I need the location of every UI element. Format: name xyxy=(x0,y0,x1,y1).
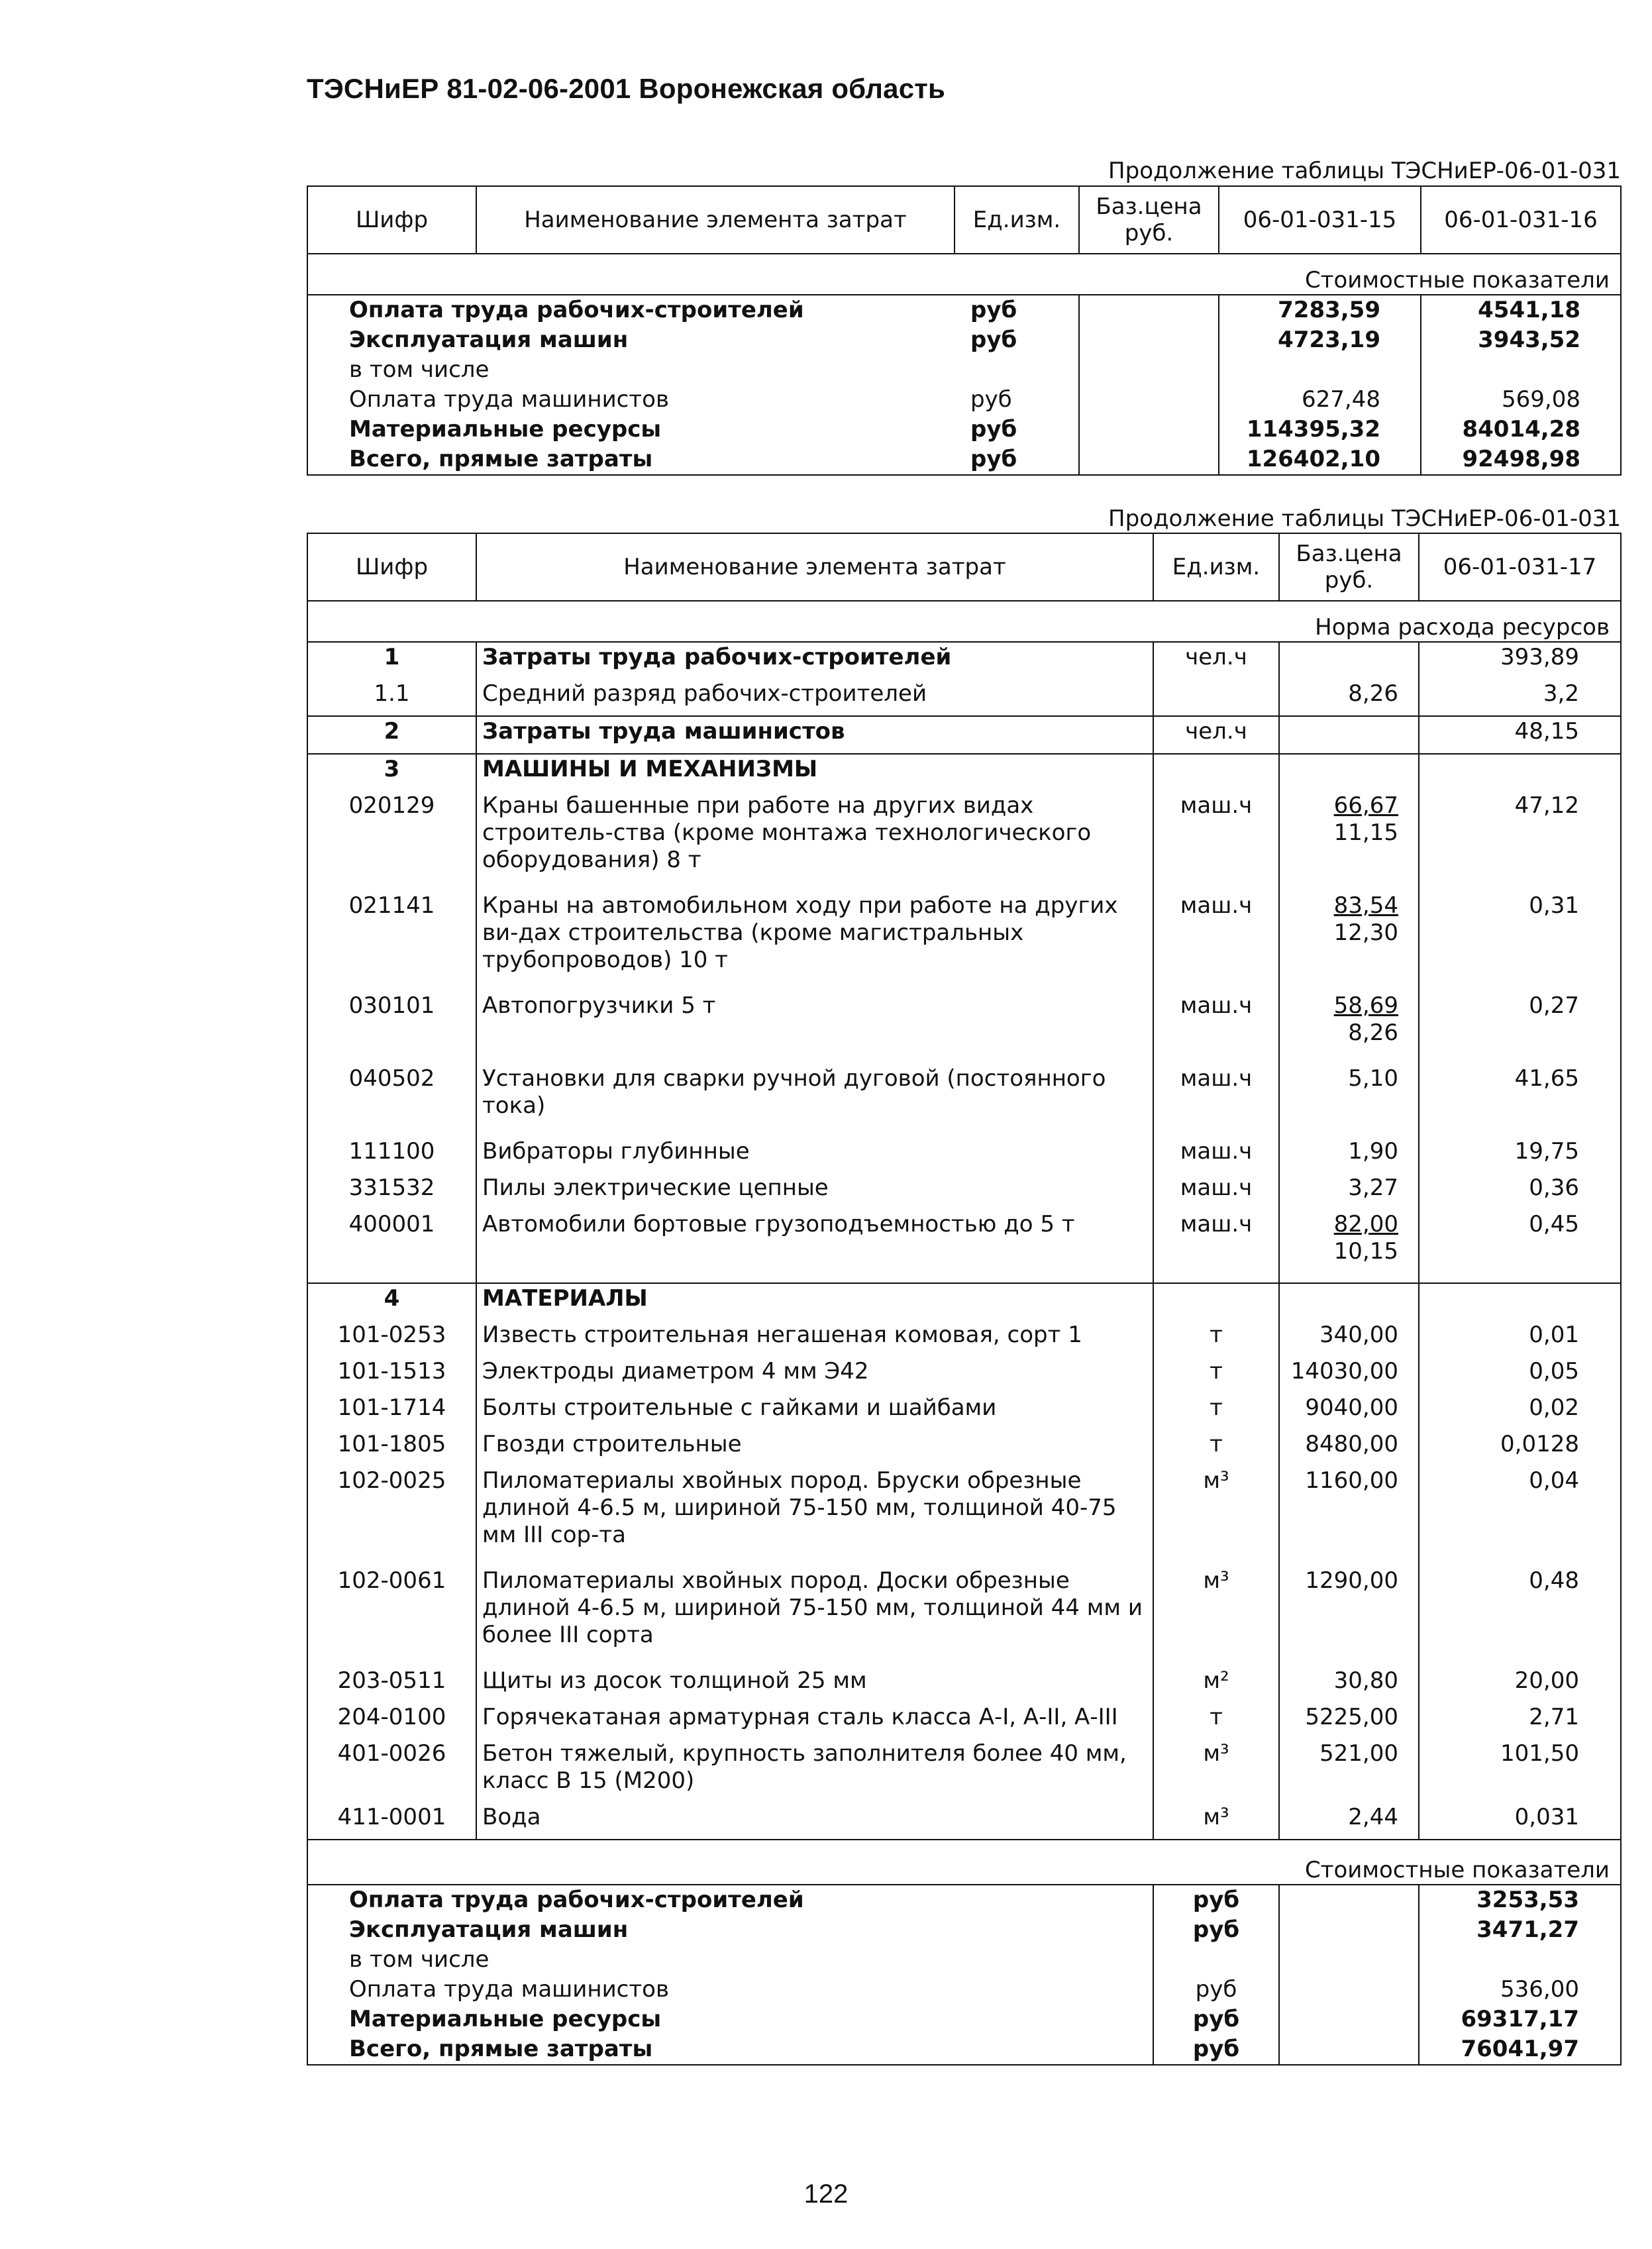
table-row xyxy=(307,2034,1621,2065)
row-name: Установки для сварки ручной дуговой (постоянного тока) xyxy=(476,1064,1153,1137)
cost-unit xyxy=(955,355,1079,385)
row-base-price xyxy=(1279,1283,1419,1320)
cost-name: Всего, прямые затраты xyxy=(307,2034,1153,2065)
table-row xyxy=(307,415,1621,445)
base-price-value: 5225,00 xyxy=(1305,1704,1398,1730)
row-code: 101-1513 xyxy=(307,1357,476,1393)
row-base-price xyxy=(1279,1739,1419,1803)
header-col-15: 06-01-031-15 xyxy=(1219,186,1421,254)
row-code: 1.1 xyxy=(307,679,476,716)
cost-unit xyxy=(1153,1945,1279,1975)
cost-unit: руб xyxy=(1153,1975,1279,2005)
cost-value-15: 126402,10 xyxy=(1219,445,1421,475)
row-norm-value: 101,50 xyxy=(1419,1739,1621,1803)
row-name: МАТЕРИАЛЫ xyxy=(476,1283,1153,1320)
row-unit: м³ xyxy=(1153,1466,1279,1566)
row-base-price xyxy=(1279,1173,1419,1210)
base-price-value: 58,69 xyxy=(1333,992,1398,1019)
row-norm-value: 0,031 xyxy=(1419,1803,1621,1840)
header-col-16: 06-01-031-16 xyxy=(1421,186,1621,254)
table-row xyxy=(307,295,1621,325)
cost-value-15: 7283,59 xyxy=(1219,295,1421,325)
table-row xyxy=(307,1320,1621,1357)
row-norm-value xyxy=(1419,1283,1621,1320)
table1-subheader-row xyxy=(307,254,1621,295)
row-norm-value: 3,2 xyxy=(1419,679,1621,716)
row-name: Бетон тяжелый, крупность заполнителя более 40 мм, класс В 15 (М200) xyxy=(476,1739,1153,1803)
row-code: 040502 xyxy=(307,1064,476,1137)
row-norm-value: 0,01 xyxy=(1419,1320,1621,1357)
row-norm-value: 2,71 xyxy=(1419,1702,1621,1739)
table-row xyxy=(307,1430,1621,1466)
row-norm-value: 0,27 xyxy=(1419,991,1621,1064)
table2 xyxy=(307,533,1622,2066)
table1-caption: Продолжение таблицы ТЭСНиЕР-06-01-031 xyxy=(1108,158,1621,184)
row-norm-value: 0,05 xyxy=(1419,1357,1621,1393)
table-row xyxy=(307,1885,1621,1915)
cost-unit: руб xyxy=(970,297,1017,323)
base-price-value: 1,90 xyxy=(1348,1138,1398,1165)
cost-value-17: 76041,97 xyxy=(1419,2034,1621,2065)
row-norm-value: 0,48 xyxy=(1419,1566,1621,1666)
row-name: Затраты труда машинистов xyxy=(476,716,1153,754)
row-unit: м³ xyxy=(1153,1803,1279,1840)
row-norm-value: 48,15 xyxy=(1419,716,1621,754)
cost-name: в том числе xyxy=(307,355,955,385)
base-price-value: 521,00 xyxy=(1319,1740,1398,1767)
cost-unit: руб xyxy=(1153,2005,1279,2034)
row-norm-value: 41,65 xyxy=(1419,1064,1621,1137)
row-unit: т xyxy=(1153,1320,1279,1357)
table-row xyxy=(307,642,1621,679)
row-name: Горячекатаная арматурная сталь класса А-I, А-II, А-III xyxy=(476,1702,1153,1739)
row-name: Пилы электрические цепные xyxy=(476,1173,1153,1210)
header-base-price: Баз.цена руб. xyxy=(1279,533,1419,601)
table1-header-row xyxy=(307,186,1621,254)
cost-value-17 xyxy=(1419,1945,1621,1975)
cost-value-15 xyxy=(1219,355,1421,385)
row-base-price xyxy=(1279,1803,1419,1840)
base-price-value: 1160,00 xyxy=(1305,1467,1398,1494)
cost-value-16 xyxy=(1421,355,1621,385)
row-name: Известь строительная негашеная комовая, сорт 1 xyxy=(476,1320,1153,1357)
row-code: 101-0253 xyxy=(307,1320,476,1357)
base-price-value: 3,27 xyxy=(1348,1175,1398,1201)
row-unit: м² xyxy=(1153,1666,1279,1702)
row-unit: чел.ч xyxy=(1153,642,1279,679)
row-norm-value: 0,36 xyxy=(1419,1173,1621,1210)
row-norm-value xyxy=(1419,754,1621,791)
row-base-price xyxy=(1279,1430,1419,1466)
page-number: 122 xyxy=(803,2179,849,2209)
table-row xyxy=(307,1064,1621,1137)
row-code: 3 xyxy=(307,754,476,791)
cost-base xyxy=(1079,385,1219,415)
base-price-wage: 10,15 xyxy=(1333,1238,1398,1265)
row-base-price xyxy=(1279,791,1419,891)
base-price-value: 14030,00 xyxy=(1290,1358,1398,1385)
row-unit: маш.ч xyxy=(1153,991,1279,1064)
row-code: 102-0025 xyxy=(307,1466,476,1566)
cost-value-16: 84014,28 xyxy=(1421,415,1621,445)
table-row xyxy=(307,2005,1621,2034)
base-price-value: 82,00 xyxy=(1333,1211,1398,1237)
header-unit: Ед.изм. xyxy=(955,186,1079,254)
base-price-value: 2,44 xyxy=(1348,1804,1398,1830)
row-unit: т xyxy=(1153,1430,1279,1466)
table-row xyxy=(307,1137,1621,1173)
base-price-value: 66,67 xyxy=(1333,792,1398,819)
row-base-price xyxy=(1279,1466,1419,1566)
cost-name: Материальные ресурсы xyxy=(307,2005,1153,2034)
row-unit: маш.ч xyxy=(1153,1064,1279,1137)
row-code: 331532 xyxy=(307,1173,476,1210)
table2-body xyxy=(307,642,1621,1840)
table-row xyxy=(307,791,1621,891)
base-price-value: 1290,00 xyxy=(1305,1567,1398,1594)
cost-name: Эксплуатация машин xyxy=(307,325,955,355)
cost-value-17: 3471,27 xyxy=(1419,1915,1621,1945)
row-norm-value: 19,75 xyxy=(1419,1137,1621,1173)
row-base-price xyxy=(1279,991,1419,1064)
table-row xyxy=(307,1357,1621,1393)
cost-value-16: 4541,18 xyxy=(1421,295,1621,325)
subheader-cost: Стоимостные показатели xyxy=(307,1840,1621,1885)
cost-value-16: 3943,52 xyxy=(1421,325,1621,355)
row-base-price xyxy=(1279,679,1419,716)
row-name: Автопогрузчики 5 т xyxy=(476,991,1153,1064)
row-norm-value: 393,89 xyxy=(1419,642,1621,679)
cost-base xyxy=(1079,325,1219,355)
table-row xyxy=(307,716,1621,754)
cost-unit: руб xyxy=(1153,1915,1279,1945)
row-base-price xyxy=(1279,1702,1419,1739)
table2-caption: Продолжение таблицы ТЭСНиЕР-06-01-031 xyxy=(1108,505,1621,532)
row-code: 030101 xyxy=(307,991,476,1064)
row-norm-value: 0,02 xyxy=(1419,1393,1621,1430)
row-code: 203-0511 xyxy=(307,1666,476,1702)
table-row xyxy=(307,325,1621,355)
row-name: Щиты из досок толщиной 25 мм xyxy=(476,1666,1153,1702)
cost-name: Оплата труда машинистов xyxy=(307,385,955,415)
base-price-wage: 8,26 xyxy=(1348,1020,1398,1046)
row-code: 1 xyxy=(307,642,476,679)
row-unit xyxy=(1153,754,1279,791)
table-row xyxy=(307,1566,1621,1666)
base-price-value: 8480,00 xyxy=(1305,1431,1398,1457)
row-name: Вибраторы глубинные xyxy=(476,1137,1153,1173)
row-base-price xyxy=(1279,1064,1419,1137)
row-unit: маш.ч xyxy=(1153,1137,1279,1173)
table-row xyxy=(307,445,1621,475)
cost-unit: руб xyxy=(1153,1885,1279,1915)
header-code: Шифр xyxy=(307,186,476,254)
row-unit: т xyxy=(1153,1393,1279,1430)
cost-value-16: 569,08 xyxy=(1421,385,1621,415)
table-row xyxy=(307,1283,1621,1320)
subheader-cost: Стоимостные показатели xyxy=(307,254,1621,295)
cost-name: Эксплуатация машин xyxy=(307,1915,1153,1945)
row-base-price xyxy=(1279,1137,1419,1173)
row-name: Краны башенные при работе на других видах строитель-ства (кроме монтажа технологического оборудования) 8 т xyxy=(476,791,1153,891)
row-base-price xyxy=(1279,754,1419,791)
table-row xyxy=(307,355,1621,385)
row-name: Электроды диаметром 4 мм Э42 xyxy=(476,1357,1153,1393)
table-row xyxy=(307,1915,1621,1945)
header-unit: Ед.изм. xyxy=(1153,533,1279,601)
table-row xyxy=(307,1975,1621,2005)
base-price-value: 83,54 xyxy=(1333,892,1398,919)
base-price-value: 9040,00 xyxy=(1305,1394,1398,1421)
row-norm-value: 0,0128 xyxy=(1419,1430,1621,1466)
row-code: 101-1805 xyxy=(307,1430,476,1466)
row-base-price xyxy=(1279,1357,1419,1393)
cost-name: Оплата труда рабочих-строителей xyxy=(307,1885,1153,1915)
table1 xyxy=(307,185,1622,476)
row-unit: м³ xyxy=(1153,1566,1279,1666)
cost-base xyxy=(1079,295,1219,325)
cost-base xyxy=(1279,2005,1419,2034)
base-price-value: 5,10 xyxy=(1348,1065,1398,1092)
table-row xyxy=(307,1393,1621,1430)
cost-base xyxy=(1279,1975,1419,2005)
row-base-price xyxy=(1279,1210,1419,1283)
page-title: ТЭСНиЕР 81-02-06-2001 Воронежская область xyxy=(307,73,946,104)
table-row xyxy=(307,754,1621,791)
row-name: Краны на автомобильном ходу при работе на других ви-дах строительства (кроме магистральных трубопроводов) 10 т xyxy=(476,891,1153,991)
table2-costs xyxy=(307,1885,1621,2065)
row-norm-value: 20,00 xyxy=(1419,1666,1621,1702)
cost-unit: руб xyxy=(970,386,1012,413)
table-row xyxy=(307,385,1621,415)
base-price-value: 30,80 xyxy=(1333,1667,1398,1694)
cost-value-15: 114395,32 xyxy=(1219,415,1421,445)
table-row xyxy=(307,891,1621,991)
cost-value-16: 92498,98 xyxy=(1421,445,1621,475)
cost-name: Оплата труда машинистов xyxy=(307,1975,1153,2005)
row-name: Затраты труда рабочих-строителей xyxy=(476,642,1153,679)
row-unit: маш.ч xyxy=(1153,1210,1279,1283)
row-unit: маш.ч xyxy=(1153,891,1279,991)
table-row xyxy=(307,1466,1621,1566)
table-row xyxy=(307,1210,1621,1283)
row-base-price xyxy=(1279,1666,1419,1702)
cost-value-17: 69317,17 xyxy=(1419,2005,1621,2034)
base-price-wage: 11,15 xyxy=(1333,819,1398,846)
table2-header-row xyxy=(307,533,1621,601)
row-unit xyxy=(1153,1283,1279,1320)
row-base-price xyxy=(1279,642,1419,679)
cost-value-15: 627,48 xyxy=(1219,385,1421,415)
row-code: 204-0100 xyxy=(307,1702,476,1739)
cost-base xyxy=(1079,415,1219,445)
row-code: 021141 xyxy=(307,891,476,991)
cost-base xyxy=(1279,1945,1419,1975)
base-price-value: 8,26 xyxy=(1348,680,1398,707)
base-price-value: 340,00 xyxy=(1319,1322,1398,1348)
row-code: 401-0026 xyxy=(307,1739,476,1803)
cost-base xyxy=(1279,2034,1419,2065)
row-name: Пиломатериалы хвойных пород. Бруски обрезные длиной 4-6.5 м, шириной 75-150 мм, толщиной 40-75 мм III сор-та xyxy=(476,1466,1153,1566)
row-norm-value: 0,45 xyxy=(1419,1210,1621,1283)
table-row xyxy=(307,991,1621,1064)
subheader-norm: Норма расхода ресурсов xyxy=(307,601,1621,642)
row-unit: маш.ч xyxy=(1153,1173,1279,1210)
table2-subheader-cost-row xyxy=(307,1840,1621,1885)
row-base-price xyxy=(1279,1566,1419,1666)
row-base-price xyxy=(1279,716,1419,754)
row-name: Пиломатериалы хвойных пород. Доски обрезные длиной 4-6.5 м, шириной 75-150 мм, толщиной 44 мм и более III сорта xyxy=(476,1566,1153,1666)
table-row xyxy=(307,1702,1621,1739)
cost-base xyxy=(1279,1885,1419,1915)
row-code: 101-1714 xyxy=(307,1393,476,1430)
cost-unit: руб xyxy=(955,445,1079,475)
row-code: 111100 xyxy=(307,1137,476,1173)
cost-value-17: 536,00 xyxy=(1419,1975,1621,2005)
cost-name: в том числе xyxy=(307,1945,1153,1975)
cost-base xyxy=(1079,355,1219,385)
cost-value-15: 4723,19 xyxy=(1219,325,1421,355)
row-code: 2 xyxy=(307,716,476,754)
cost-value-17: 3253,53 xyxy=(1419,1885,1621,1915)
table-row xyxy=(307,1666,1621,1702)
cost-base xyxy=(1279,1915,1419,1945)
table-row xyxy=(307,1803,1621,1840)
row-code: 102-0061 xyxy=(307,1566,476,1666)
cost-unit: руб xyxy=(970,327,1017,353)
row-unit: чел.ч xyxy=(1153,716,1279,754)
row-unit: маш.ч xyxy=(1153,791,1279,891)
table-row xyxy=(307,1173,1621,1210)
row-code: 411-0001 xyxy=(307,1803,476,1840)
row-unit: м³ xyxy=(1153,1739,1279,1803)
row-norm-value: 0,04 xyxy=(1419,1466,1621,1566)
row-name: Болты строительные с гайками и шайбами xyxy=(476,1393,1153,1430)
table2-subheader-norm-row xyxy=(307,601,1621,642)
header-name: Наименование элемента затрат xyxy=(476,533,1153,601)
base-price-wage: 12,30 xyxy=(1333,919,1398,946)
row-name: Средний разряд рабочих-строителей xyxy=(476,679,1153,716)
row-name: Автомобили бортовые грузоподъемностью до 5 т xyxy=(476,1210,1153,1283)
cost-base xyxy=(1079,445,1219,475)
header-name: Наименование элемента затрат xyxy=(476,186,955,254)
row-base-price xyxy=(1279,1320,1419,1357)
cost-unit: руб xyxy=(1153,2034,1279,2065)
row-code: 4 xyxy=(307,1283,476,1320)
header-code: Шифр xyxy=(307,533,476,601)
row-unit: т xyxy=(1153,1702,1279,1739)
row-unit: т xyxy=(1153,1357,1279,1393)
row-code: 400001 xyxy=(307,1210,476,1283)
cost-unit: руб xyxy=(970,416,1017,443)
table-row xyxy=(307,1945,1621,1975)
row-base-price xyxy=(1279,891,1419,991)
row-name: МАШИНЫ И МЕХАНИЗМЫ xyxy=(476,754,1153,791)
row-base-price xyxy=(1279,1393,1419,1430)
row-name: Гвозди строительные xyxy=(476,1430,1153,1466)
cost-name: Оплата труда рабочих-строителей xyxy=(307,295,955,325)
header-base-price: Баз.цена руб. xyxy=(1079,186,1219,254)
table-row xyxy=(307,1739,1621,1803)
cost-name: Материальные ресурсы xyxy=(307,415,955,445)
header-col-17: 06-01-031-17 xyxy=(1419,533,1621,601)
row-norm-value: 47,12 xyxy=(1419,791,1621,891)
cost-name: Всего, прямые затраты xyxy=(307,445,955,475)
row-name: Вода xyxy=(476,1803,1153,1840)
row-unit xyxy=(1153,679,1279,716)
row-norm-value: 0,31 xyxy=(1419,891,1621,991)
row-code: 020129 xyxy=(307,791,476,891)
table-row xyxy=(307,679,1621,716)
